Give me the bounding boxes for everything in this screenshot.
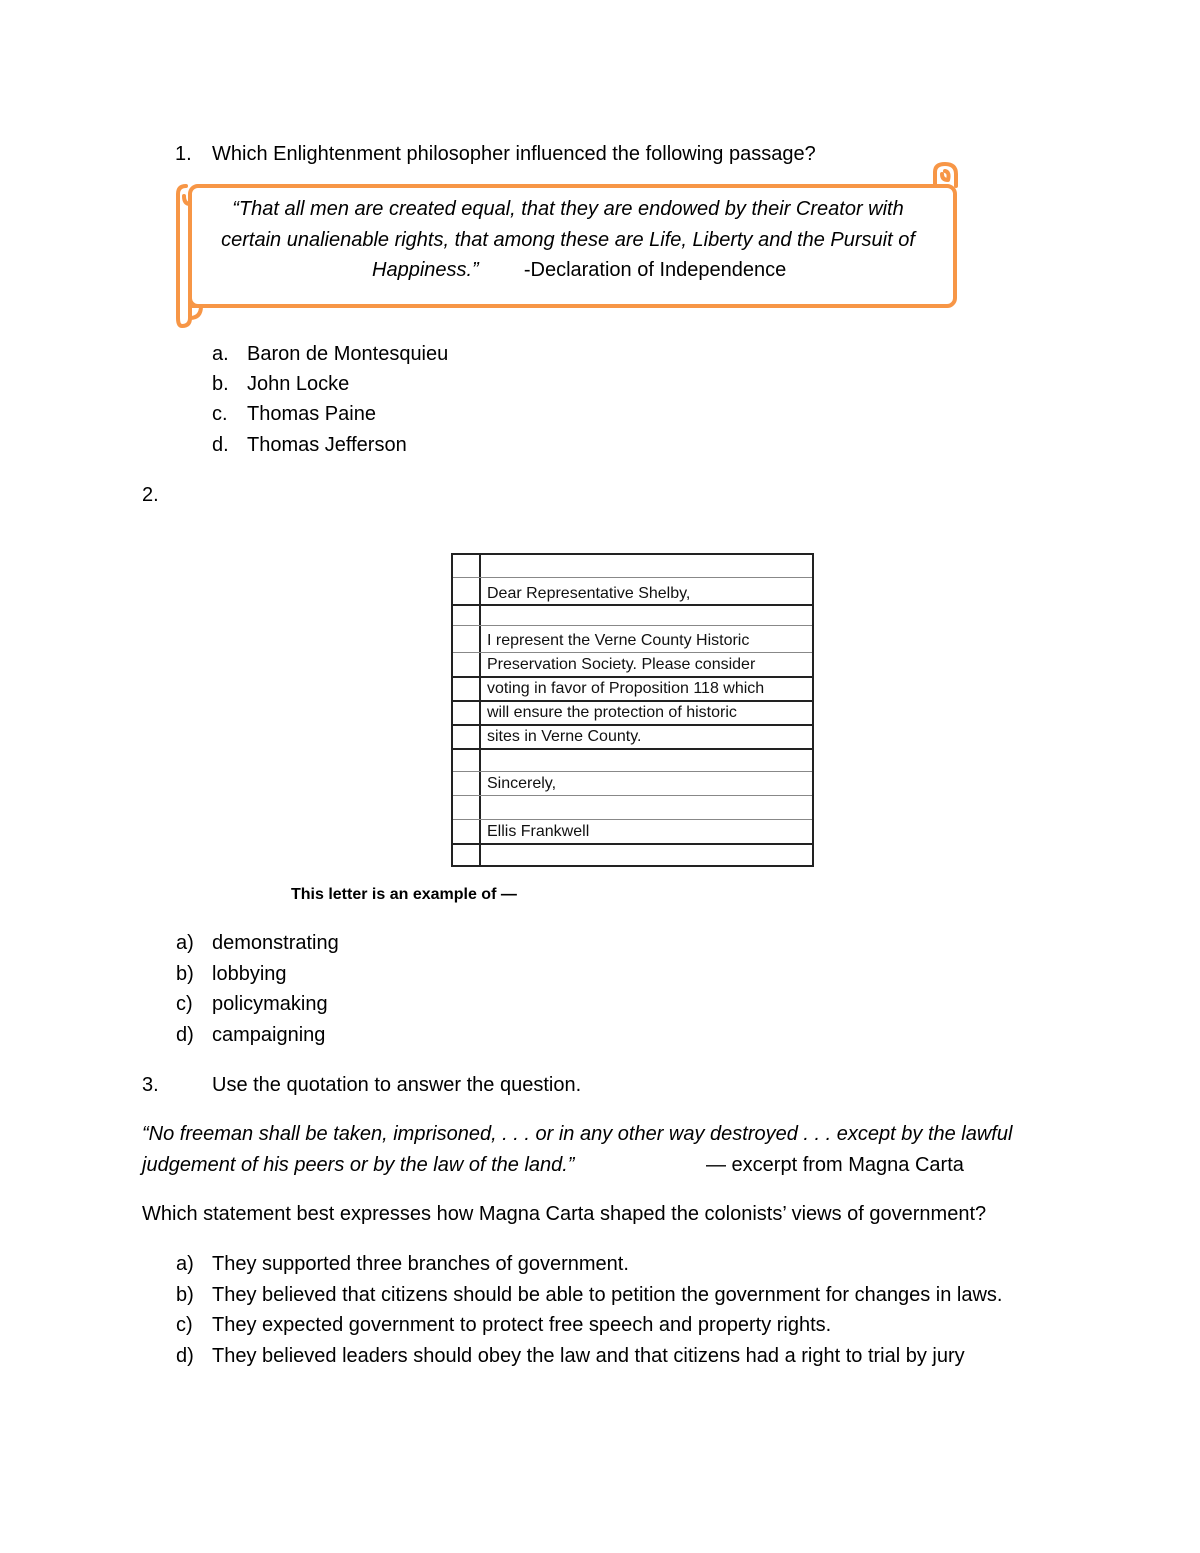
q1-quote-line-1: “That all men are created equal, that they are endowed by their Creator with <box>232 198 904 220</box>
letter-signature: Ellis Frankwell <box>487 823 590 840</box>
q1-option-d[interactable]: Thomas Jefferson <box>247 434 407 456</box>
q3-option-c-mark: c) <box>176 1314 193 1336</box>
letter-line: I represent the Verne County Historic <box>487 632 750 649</box>
q3-option-a-mark: a) <box>176 1253 194 1275</box>
q3-instruction: Use the quotation to answer the question. <box>212 1074 582 1096</box>
q1-option-c[interactable]: Thomas Paine <box>247 403 376 425</box>
letter-line: sites in Verne County. <box>487 728 642 745</box>
letter-rule <box>453 700 812 702</box>
q2-option-d[interactable]: campaigning <box>212 1024 326 1046</box>
q2-option-d-mark: d) <box>176 1024 194 1046</box>
letter-rule <box>453 819 812 820</box>
q1-quote-source: -Declaration of Independence <box>523 259 787 281</box>
q2-prompt: This letter is an example of — <box>291 886 517 903</box>
letter-rule <box>453 748 812 750</box>
q2-option-c-mark: c) <box>176 993 193 1015</box>
letter-line: Preservation Society. Please consider <box>487 656 756 673</box>
q3-quote-line-2: judgement of his peers or by the law of the land.” <box>142 1154 575 1176</box>
q1-quote-line-3 <box>372 259 786 282</box>
q3-option-c[interactable]: They expected government to protect free speech and property rights. <box>212 1314 832 1336</box>
letter-rule <box>453 724 812 726</box>
q2-option-b[interactable]: lobbying <box>212 963 287 985</box>
letter-greeting: Dear Representative Shelby, <box>487 585 691 602</box>
letter-rule <box>453 577 812 578</box>
letter-line: voting in favor of Proposition 118 which <box>487 680 765 697</box>
q3-option-b[interactable]: They believed that citizens should be able to petition the government for changes in laws. <box>212 1284 1003 1306</box>
q3-quote-source: — excerpt from Magna Carta <box>706 1154 964 1176</box>
q1-option-d-mark: d. <box>212 434 229 456</box>
q2-option-c[interactable]: policymaking <box>212 993 328 1015</box>
q1-option-a-mark: a. <box>212 343 229 365</box>
question-1-text: Which Enlightenment philosopher influenced the following passage? <box>212 143 816 165</box>
question-1-number: 1. <box>175 143 192 165</box>
letter-closing: Sincerely, <box>487 775 557 792</box>
q1-option-a[interactable]: Baron de Montesquieu <box>247 343 449 365</box>
q1-option-c-mark: c. <box>212 403 228 425</box>
question-3-number: 3. <box>142 1074 159 1096</box>
q3-option-d-mark: d) <box>176 1345 194 1367</box>
q1-option-b-mark: b. <box>212 373 229 395</box>
q3-option-d[interactable]: They believed leaders should obey the law and that citizens had a right to trial by jury <box>212 1345 965 1367</box>
question-2-number: 2. <box>142 484 159 506</box>
q3-quote-line-1: “No freeman shall be taken, imprisoned, . . . or in any other way destroyed . . . except by the lawful <box>142 1123 1013 1145</box>
letter-rule <box>453 652 812 653</box>
q2-option-a[interactable]: demonstrating <box>212 932 339 954</box>
letter-image <box>451 553 814 867</box>
letter-rule <box>453 676 812 678</box>
q1-quote-line-2: certain unalienable rights, that among these are Life, Liberty and the Pursuit of <box>221 229 915 251</box>
q2-option-a-mark: a) <box>176 932 194 954</box>
letter-rule <box>453 625 812 626</box>
letter-line: will ensure the protection of historic <box>487 704 737 721</box>
letter-rule <box>453 771 812 772</box>
letter-rule <box>453 604 812 606</box>
q2-option-b-mark: b) <box>176 963 194 985</box>
letter-rule <box>453 795 812 796</box>
q3-question: Which statement best expresses how Magna Carta shaped the colonists’ views of government? <box>142 1203 987 1225</box>
letter-rule <box>453 843 812 845</box>
q1-option-b[interactable]: John Locke <box>247 373 350 395</box>
q3-option-a[interactable]: They supported three branches of government. <box>212 1253 629 1275</box>
q3-option-b-mark: b) <box>176 1284 194 1306</box>
q1-quote-end: Happiness.” <box>372 259 479 281</box>
